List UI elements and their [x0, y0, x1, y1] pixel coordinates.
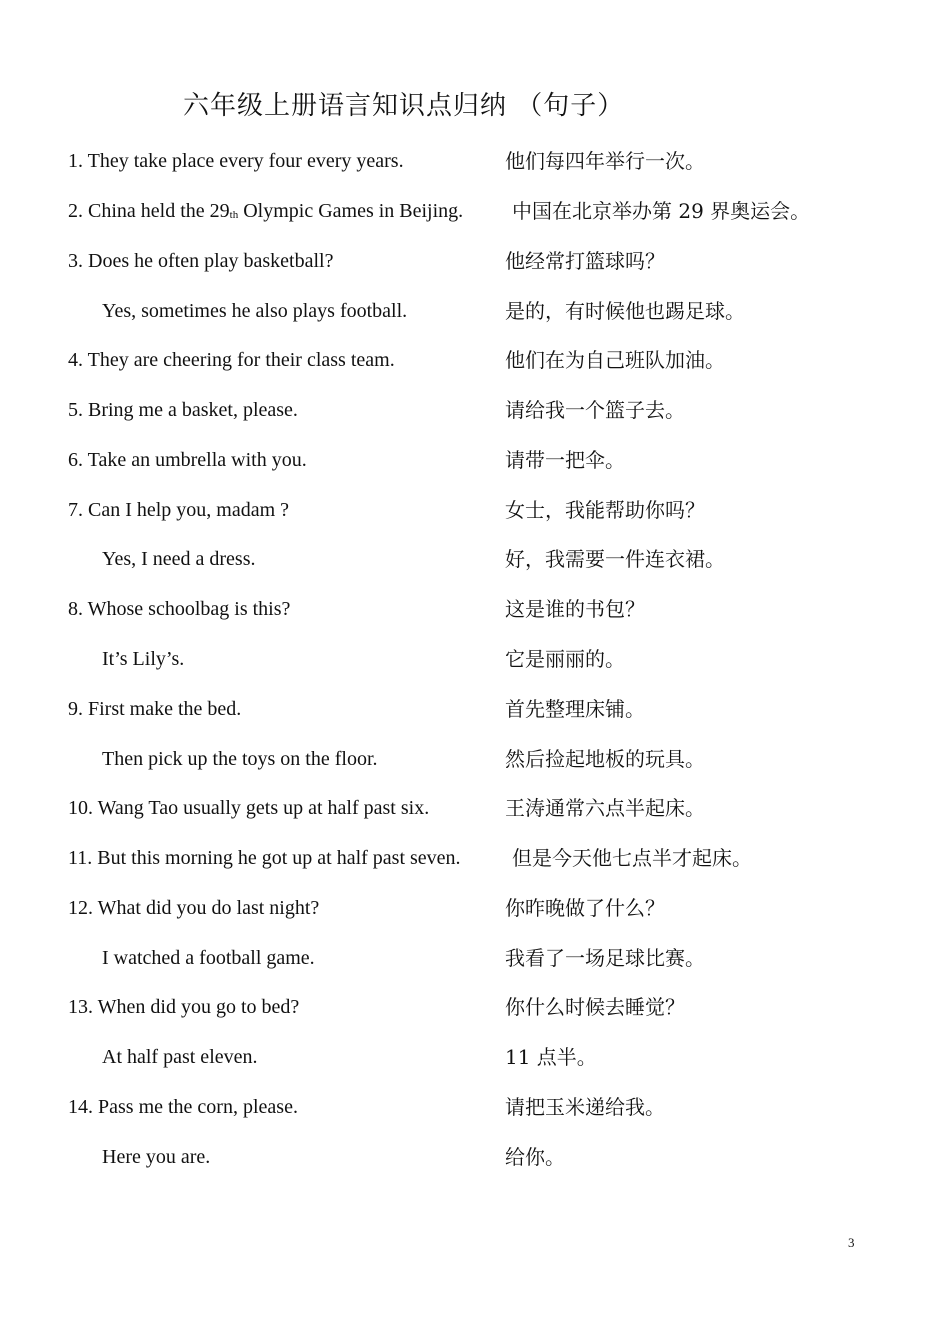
- english-sentence: 7. Can I help you, madam ?: [68, 499, 290, 521]
- chinese-translation: 他们在为自己班队加油。: [505, 348, 725, 372]
- sentence-row-7-answer: [0, 541, 950, 577]
- sentence-row-10: [0, 790, 950, 826]
- chinese-translation: 我看了一场足球比赛。: [505, 946, 705, 970]
- english-sentence: 6. Take an umbrella with you.: [68, 449, 307, 471]
- chinese-translation: 请带一把伞。: [505, 448, 625, 472]
- english-sentence: Here you are.: [102, 1146, 211, 1168]
- chinese-translation: 他们每四年举行一次。: [505, 149, 705, 173]
- chinese-translation: 你昨晚做了什么？: [505, 896, 665, 920]
- chinese-translation: 给你。: [505, 1145, 565, 1169]
- english-sentence: 11. But this morning he got up at half past seven.: [68, 847, 461, 869]
- sentence-row-12-answer: [0, 940, 950, 976]
- chinese-translation: 他经常打篮球吗？: [505, 249, 665, 273]
- chinese-translation: 然后捡起地板的玩具。: [505, 747, 705, 771]
- chinese-translation: 请给我一个篮子去。: [505, 398, 685, 422]
- sentence-row-6: [0, 442, 950, 478]
- english-sentence: [68, 193, 508, 233]
- english-sentence: At half past eleven.: [102, 1046, 258, 1068]
- sentence-row-14-answer: [0, 1139, 950, 1175]
- chinese-translation: 首先整理床铺。: [505, 697, 645, 721]
- chinese-translation: 但是今天他七点半才起床。: [512, 846, 752, 870]
- english-sentence: 8. Whose schoolbag is this?: [68, 598, 291, 620]
- english-sentence-part: 2. China held the 29: [68, 200, 230, 222]
- chinese-translation: 它是丽丽的。: [505, 647, 625, 671]
- english-sentence: I watched a football game.: [102, 947, 315, 969]
- sentence-row-5: [0, 392, 950, 428]
- sentence-row-1: [0, 143, 950, 179]
- chinese-translation: 是的，有时候他也踢足球。: [505, 299, 745, 323]
- english-sentence-part: Olympic Games in Beijing.: [238, 200, 464, 222]
- english-sentence: Yes, sometimes he also plays football.: [102, 300, 408, 322]
- chinese-translation: 好，我需要一件连衣裙。: [505, 547, 725, 571]
- page-number: 3: [848, 1235, 855, 1250]
- page-title: 六年级上册语言知识点归纳 （句子）: [183, 91, 625, 121]
- english-sentence: 10. Wang Tao usually gets up at half past six.: [68, 797, 430, 819]
- sentence-row-13: [0, 989, 950, 1025]
- sentence-row-3: [0, 243, 950, 279]
- english-sentence: 14. Pass me the corn, please.: [68, 1096, 298, 1118]
- sentence-row-8-answer: [0, 641, 950, 677]
- english-sentence: Then pick up the toys on the floor.: [102, 748, 378, 770]
- english-sentence: 9. First make the bed.: [68, 698, 242, 720]
- chinese-translation: 请把玉米递给我。: [505, 1095, 665, 1119]
- sentence-row-2: [0, 193, 950, 229]
- sentence-row-4: [0, 342, 950, 378]
- english-sentence: 13. When did you go to bed?: [68, 996, 300, 1018]
- sentence-row-9: [0, 691, 950, 727]
- sentence-row-8: [0, 591, 950, 627]
- english-sentence: 1. They take place every four every years.: [68, 150, 404, 172]
- chinese-translation: 你什么时候去睡觉？: [505, 995, 685, 1019]
- english-sentence: It’s Lily’s.: [102, 648, 185, 670]
- chinese-translation: 女士，我能帮助你吗？: [505, 498, 705, 522]
- chinese-translation: 中国在北京举办第 29 界奥运会。: [512, 199, 811, 223]
- english-sentence: 12. What did you do last night?: [68, 897, 320, 919]
- sentence-row-14: [0, 1089, 950, 1125]
- chinese-translation: 这是谁的书包？: [505, 597, 645, 621]
- ordinal-suffix: th: [229, 209, 239, 221]
- sentence-row-12: [0, 890, 950, 926]
- english-sentence: 3. Does he often play basketball?: [68, 250, 334, 272]
- english-sentence: 4. They are cheering for their class team.: [68, 349, 395, 371]
- sentence-row-9-followup: [0, 741, 950, 777]
- chinese-translation: 王涛通常六点半起床。: [505, 796, 705, 820]
- sentence-row-11: [0, 840, 950, 876]
- sentence-row-7: [0, 492, 950, 528]
- english-sentence: 5. Bring me a basket, please.: [68, 399, 298, 421]
- sentence-row-3-answer: [0, 293, 950, 329]
- sentence-row-13-answer: [0, 1039, 950, 1075]
- chinese-translation: 11 点半。: [505, 1045, 597, 1069]
- english-sentence: Yes, I need a dress.: [102, 548, 256, 570]
